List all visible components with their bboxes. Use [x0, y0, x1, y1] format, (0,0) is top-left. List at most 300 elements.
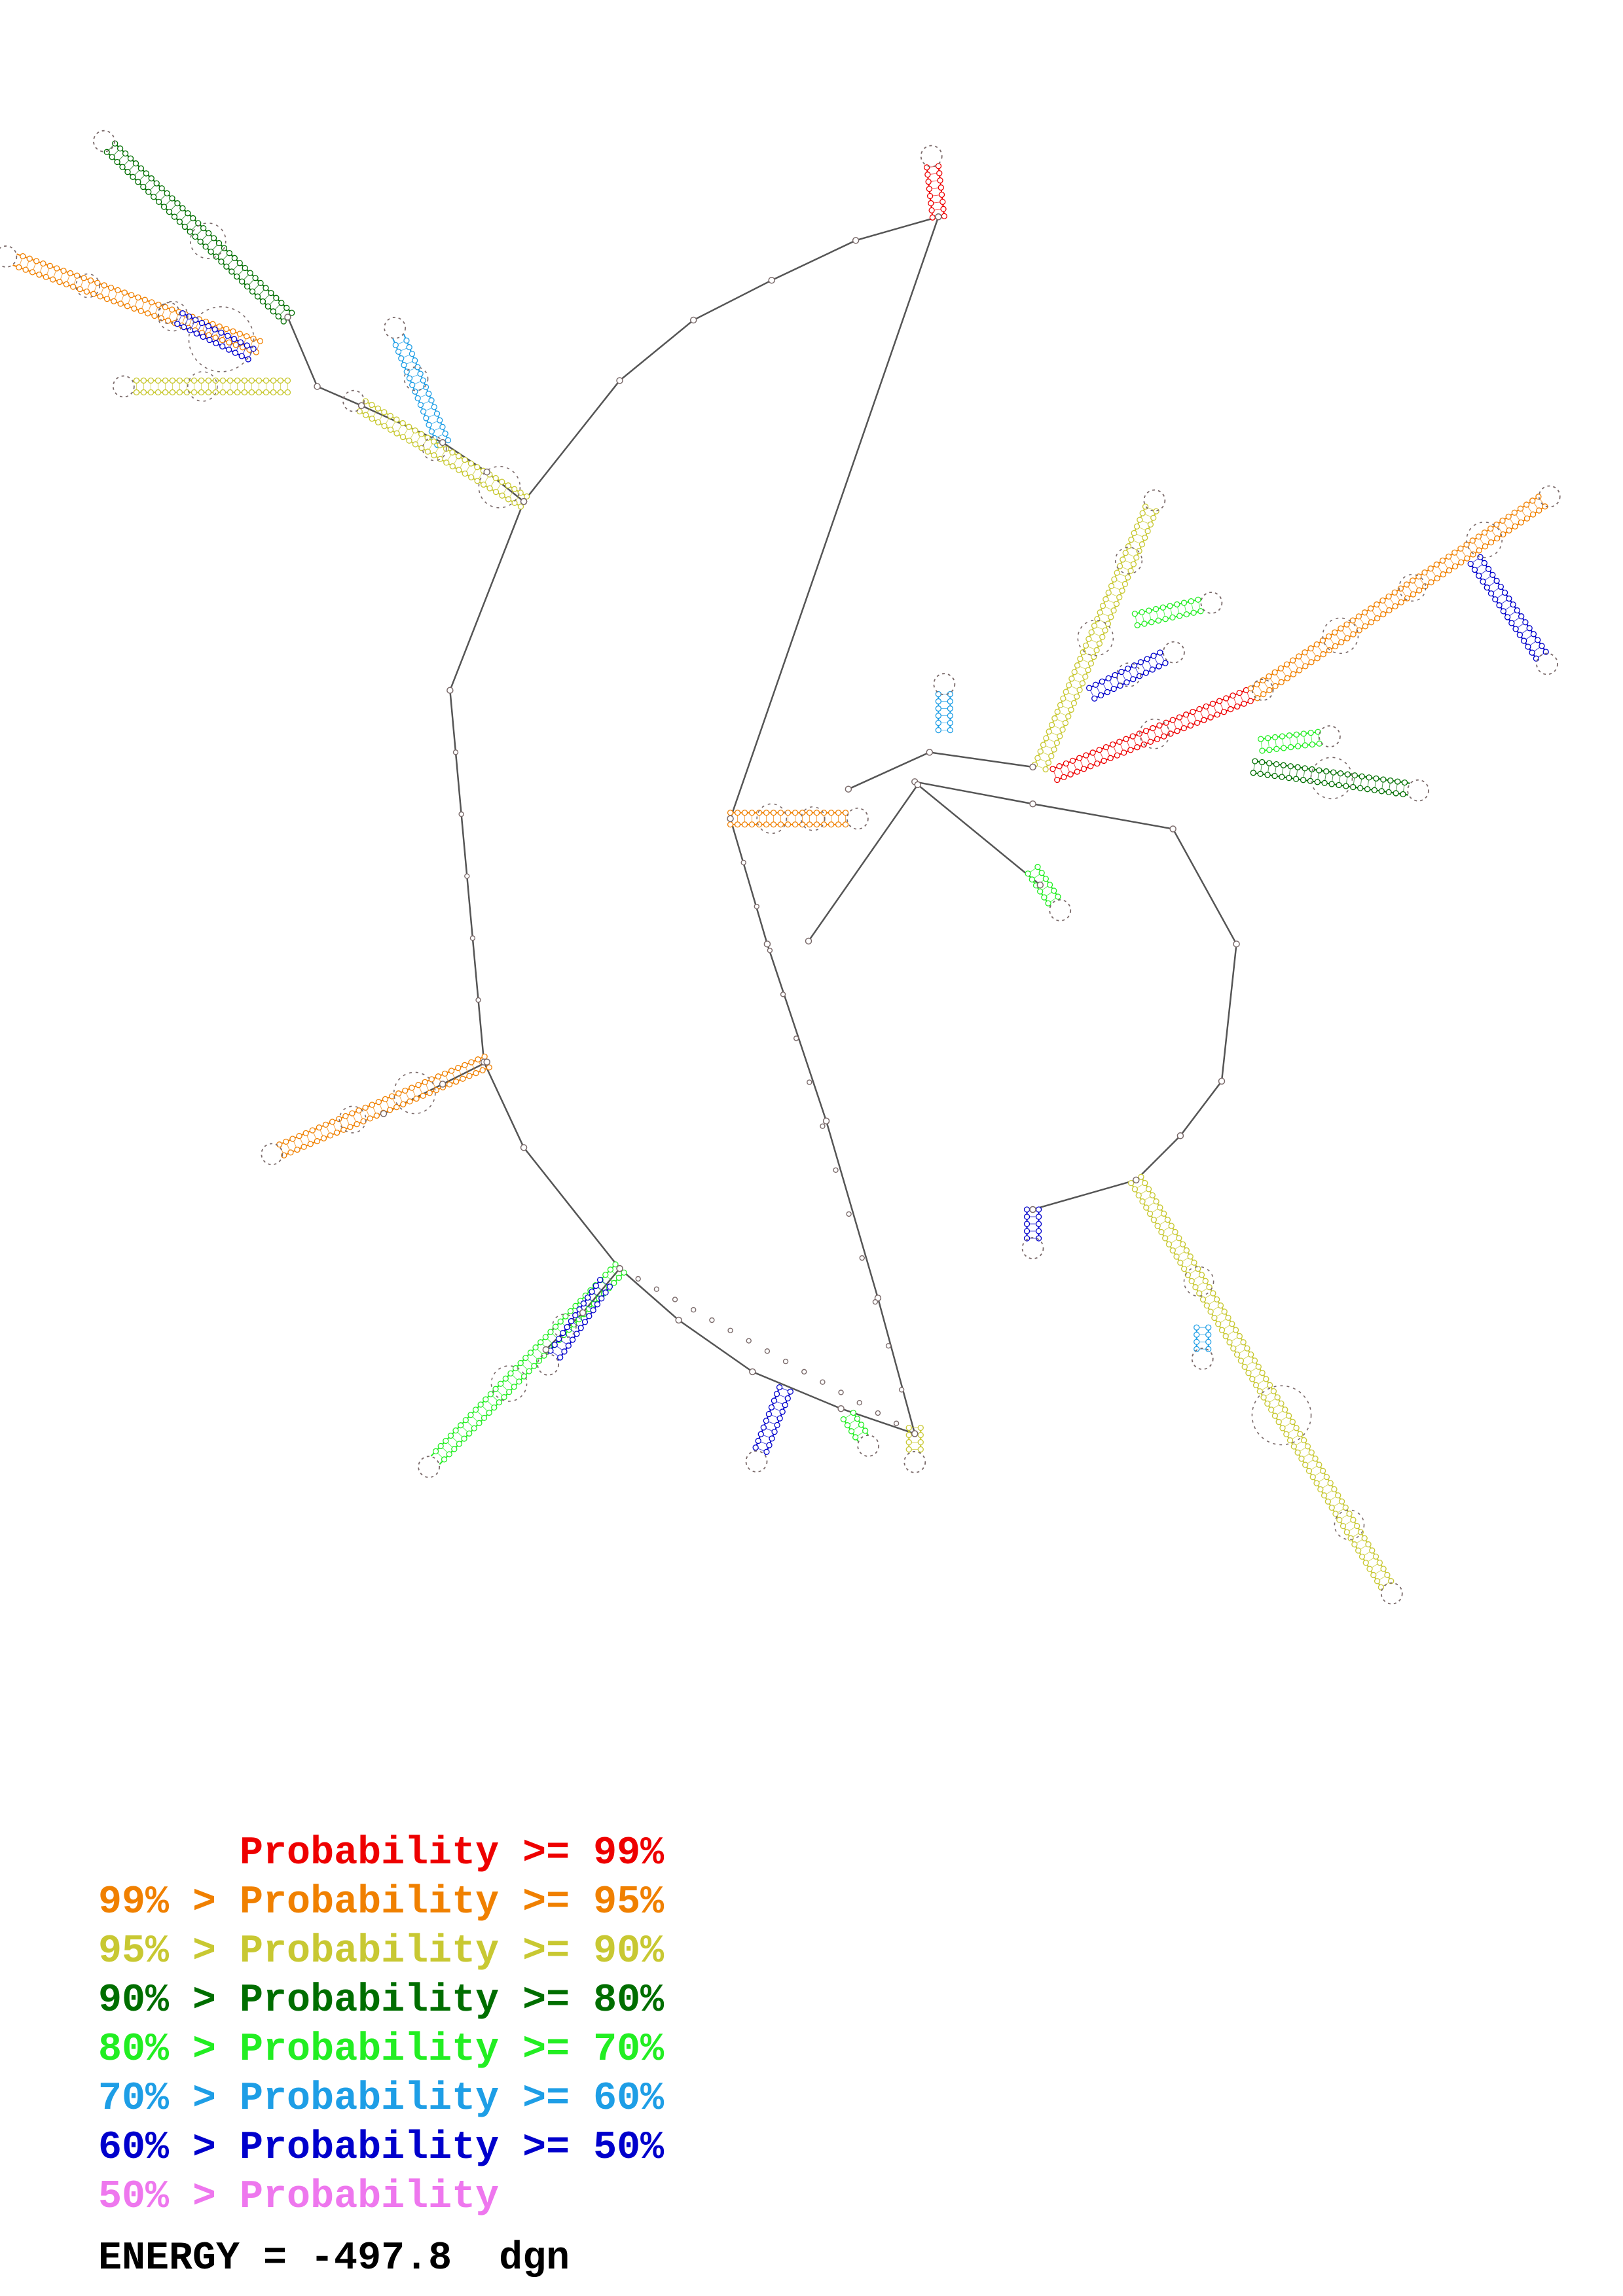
base [1374, 602, 1379, 607]
base [129, 293, 134, 298]
base [156, 199, 162, 204]
base [467, 1073, 472, 1079]
base [477, 1420, 482, 1426]
base [498, 1381, 503, 1386]
base [581, 1301, 586, 1306]
base [1337, 1517, 1342, 1522]
base [1191, 610, 1196, 615]
base [456, 1441, 462, 1446]
base [829, 810, 834, 816]
backbone-center-links [809, 785, 1040, 941]
base [1359, 1554, 1364, 1559]
base [369, 1102, 374, 1107]
base [1184, 712, 1189, 717]
base [493, 1386, 498, 1391]
base [396, 1091, 401, 1096]
base [1137, 517, 1142, 522]
base [1144, 728, 1149, 734]
base [1398, 600, 1404, 605]
base [1057, 734, 1063, 739]
base [1362, 1535, 1367, 1541]
base [125, 304, 130, 309]
backbone-node [807, 1080, 812, 1085]
base [1400, 791, 1406, 797]
base [206, 323, 211, 329]
base [1506, 514, 1511, 519]
base [412, 428, 418, 433]
base [1333, 643, 1338, 649]
base [553, 1324, 558, 1329]
base [1309, 660, 1314, 665]
hairpin-loop [1537, 653, 1558, 674]
base [1336, 1493, 1341, 1498]
base [1393, 603, 1398, 609]
base [1524, 502, 1529, 507]
base [767, 1443, 772, 1448]
base [1527, 626, 1532, 631]
base [256, 389, 261, 395]
base [1257, 1389, 1262, 1394]
base [104, 149, 109, 154]
base [431, 439, 437, 444]
base [1314, 1480, 1319, 1486]
base [478, 1402, 483, 1407]
base [1217, 698, 1222, 704]
base [906, 1426, 911, 1431]
backbone-node [754, 905, 759, 909]
base [1128, 747, 1133, 753]
base [1128, 568, 1133, 573]
backbone-node [912, 1431, 918, 1437]
base [91, 291, 96, 296]
base [1043, 876, 1048, 882]
hairpin-loop [1049, 900, 1070, 921]
base [1067, 683, 1072, 688]
base [232, 255, 237, 260]
base [1371, 1572, 1376, 1577]
base [939, 192, 945, 197]
legend-label: Probability >= 95% [240, 1880, 665, 1925]
backbone-node [676, 1318, 682, 1323]
base [1326, 634, 1332, 639]
base [757, 822, 762, 827]
base [1518, 520, 1523, 525]
base [1261, 1395, 1266, 1400]
legend-label: Probability >= 99% [240, 1831, 665, 1876]
base [348, 1124, 353, 1130]
base [284, 305, 289, 310]
base [1329, 781, 1334, 787]
base [1130, 734, 1135, 739]
base [120, 164, 125, 170]
base [151, 194, 156, 200]
base [1143, 670, 1148, 675]
base [533, 1345, 538, 1350]
base [1248, 698, 1253, 704]
base [786, 822, 791, 827]
base [162, 389, 168, 395]
base [1286, 1413, 1292, 1418]
base [256, 378, 261, 383]
base [175, 201, 180, 206]
base [1035, 755, 1040, 761]
legend-row [98, 1878, 664, 1928]
base [401, 1102, 406, 1107]
base [295, 1147, 300, 1153]
base [836, 822, 841, 827]
base [1280, 1426, 1285, 1431]
base [1134, 555, 1139, 560]
base [1386, 594, 1391, 599]
base [1385, 1572, 1390, 1577]
base [196, 221, 201, 226]
base [1039, 870, 1044, 876]
base [278, 389, 283, 395]
base [1135, 622, 1140, 628]
base [109, 285, 114, 291]
base [1092, 696, 1097, 701]
base [488, 1391, 493, 1397]
base [1197, 1291, 1202, 1296]
backbone-node [727, 816, 733, 821]
base [1118, 683, 1123, 689]
base [742, 822, 748, 827]
backbone-node [857, 1401, 862, 1405]
base [1095, 761, 1100, 766]
base [556, 1336, 562, 1342]
base [750, 822, 755, 827]
base [213, 254, 219, 259]
base [20, 254, 26, 259]
legend-row [98, 1829, 664, 1878]
base [1177, 715, 1182, 720]
base [928, 200, 934, 206]
base [500, 479, 505, 484]
base [1206, 1325, 1211, 1330]
base [1250, 1376, 1255, 1382]
base [182, 224, 187, 229]
backbone-node [453, 750, 458, 755]
base [599, 1296, 604, 1301]
base [443, 1438, 448, 1443]
base [456, 1066, 461, 1071]
base [412, 442, 418, 447]
base [1036, 1214, 1042, 1219]
base [583, 1319, 588, 1325]
base [1087, 685, 1092, 691]
base [426, 391, 431, 397]
base [475, 478, 480, 484]
base [185, 211, 191, 216]
base [1267, 687, 1272, 692]
base [1339, 639, 1344, 645]
base [407, 438, 412, 443]
backbone-node [802, 1369, 807, 1374]
base [429, 1077, 434, 1082]
base [279, 300, 284, 306]
backbone-node [1030, 801, 1036, 807]
base [1103, 745, 1108, 750]
base [278, 378, 283, 383]
base [780, 1409, 785, 1414]
base [1359, 774, 1364, 779]
base [162, 378, 168, 383]
base [1210, 701, 1215, 706]
backbone-node [1030, 1206, 1036, 1212]
backbone-node [794, 1036, 799, 1041]
base [1165, 1217, 1170, 1223]
base [906, 1447, 911, 1452]
backbone-node [617, 1266, 623, 1272]
base [43, 274, 48, 279]
base [936, 164, 941, 169]
base [1142, 621, 1147, 626]
base [1156, 618, 1161, 623]
base [154, 181, 159, 186]
backbone-node [750, 1369, 756, 1374]
base [1411, 592, 1416, 597]
base [141, 378, 146, 383]
base [220, 378, 225, 383]
base [1157, 723, 1162, 728]
base [532, 1363, 537, 1369]
base [1063, 689, 1068, 694]
base [1284, 1431, 1289, 1437]
base [1201, 717, 1207, 723]
base [1192, 1260, 1197, 1265]
base [1325, 1499, 1330, 1504]
base [238, 340, 243, 345]
base [1223, 1334, 1228, 1339]
base [250, 289, 255, 294]
base [1136, 1193, 1141, 1198]
base [947, 728, 953, 733]
base [1036, 1229, 1042, 1234]
backbone-node [1177, 1133, 1183, 1139]
base [1374, 776, 1379, 781]
base [251, 346, 256, 351]
base [1106, 590, 1111, 595]
base [242, 378, 247, 383]
base [918, 1440, 923, 1445]
base [1453, 564, 1458, 569]
base [1188, 1254, 1193, 1259]
base [1500, 518, 1505, 523]
base [1267, 1382, 1273, 1388]
hairpin-loop [1201, 592, 1222, 613]
backbone-node [767, 948, 772, 953]
base [1103, 628, 1108, 633]
base [1393, 791, 1398, 796]
base [1120, 557, 1125, 562]
base [475, 465, 480, 470]
base [64, 281, 69, 287]
base [863, 1428, 868, 1433]
base [793, 822, 798, 827]
base [1275, 1395, 1280, 1400]
base [227, 251, 232, 256]
base [1310, 1475, 1315, 1480]
base [442, 1071, 447, 1076]
base [382, 410, 387, 415]
base [1144, 1205, 1149, 1210]
backbone-node [746, 1338, 751, 1343]
base [947, 713, 953, 719]
base [1166, 1242, 1171, 1247]
base [936, 706, 941, 711]
base [1266, 673, 1271, 679]
base [1101, 758, 1106, 763]
base [1086, 636, 1091, 641]
base [1281, 762, 1286, 768]
base [1124, 680, 1129, 685]
base [1155, 736, 1160, 742]
base [382, 423, 387, 429]
base [429, 429, 434, 434]
base [316, 1125, 321, 1130]
base [463, 1418, 468, 1423]
base [1092, 623, 1097, 628]
base [1267, 761, 1272, 766]
base [1203, 704, 1209, 709]
base [421, 409, 426, 414]
backbone-node [285, 314, 291, 320]
base [475, 1057, 481, 1062]
base [1291, 1444, 1296, 1449]
base [1194, 1339, 1199, 1344]
base [1025, 1229, 1030, 1234]
base [1308, 646, 1313, 651]
base [473, 1407, 479, 1412]
base [1506, 596, 1512, 601]
base [1188, 599, 1194, 604]
backbone-node [926, 749, 932, 755]
hairpin-loop [94, 131, 115, 152]
base [403, 1088, 408, 1093]
base [536, 1358, 541, 1363]
base [1480, 579, 1486, 584]
base [1536, 494, 1541, 499]
base [242, 266, 247, 271]
base [1091, 655, 1097, 660]
base [1110, 742, 1116, 747]
base [177, 219, 182, 224]
base [1235, 704, 1240, 709]
base [1041, 742, 1046, 747]
base [1112, 577, 1117, 582]
base [1146, 608, 1152, 613]
base [328, 1133, 333, 1138]
base [1309, 1450, 1314, 1455]
base [1077, 687, 1082, 692]
base [1294, 1426, 1299, 1431]
base [425, 449, 430, 454]
base [27, 256, 32, 261]
base [1049, 723, 1055, 728]
hairpin-loop [1144, 490, 1165, 511]
base [1170, 1248, 1175, 1253]
base [152, 314, 157, 319]
backbone-node [838, 1406, 844, 1412]
base [1261, 692, 1266, 697]
base [841, 1416, 846, 1422]
base [1356, 614, 1361, 619]
hairpin-loop [1319, 726, 1340, 747]
base [1348, 1535, 1353, 1541]
base [356, 1108, 361, 1113]
base [399, 356, 404, 361]
base [566, 1343, 571, 1348]
backbone-node [860, 1256, 864, 1261]
base [433, 1448, 439, 1454]
base [906, 1440, 911, 1445]
base [1338, 626, 1343, 631]
base [1114, 570, 1120, 575]
base [1035, 865, 1040, 870]
base [1344, 622, 1349, 627]
base [1055, 709, 1060, 714]
base [1260, 760, 1265, 765]
base [1230, 1321, 1235, 1327]
base [260, 299, 265, 304]
base [814, 810, 820, 816]
base [1108, 615, 1114, 620]
base [234, 274, 240, 279]
hairpin-loop [538, 1354, 558, 1375]
base [849, 1429, 854, 1434]
base [450, 463, 455, 469]
base [1195, 597, 1201, 602]
base [1290, 658, 1296, 663]
backbone-node [380, 1111, 386, 1117]
base [1081, 766, 1086, 772]
backbone-node [805, 938, 811, 944]
base [1050, 766, 1055, 772]
base [1093, 682, 1099, 687]
base [778, 810, 784, 816]
base [947, 699, 953, 704]
base [1322, 1493, 1327, 1498]
base [1524, 516, 1529, 521]
base [1058, 702, 1063, 708]
base [1344, 1530, 1349, 1535]
base [1416, 574, 1421, 579]
base [1355, 1523, 1360, 1528]
base [416, 1083, 421, 1088]
base [517, 1379, 522, 1384]
base [496, 1400, 501, 1405]
base [947, 721, 953, 726]
base [229, 269, 234, 274]
base [1212, 1315, 1217, 1320]
backbone-node [459, 812, 464, 817]
base [213, 340, 219, 346]
base [1148, 1211, 1153, 1216]
base [1279, 774, 1285, 780]
base [394, 431, 399, 436]
base [1163, 1236, 1168, 1241]
base [1501, 609, 1506, 614]
base [1148, 739, 1153, 744]
base [388, 1107, 393, 1113]
base [104, 296, 109, 302]
base [1075, 663, 1080, 668]
base [925, 172, 930, 177]
base [777, 1416, 782, 1421]
base [494, 490, 499, 495]
base [363, 1105, 368, 1110]
base [61, 268, 66, 274]
